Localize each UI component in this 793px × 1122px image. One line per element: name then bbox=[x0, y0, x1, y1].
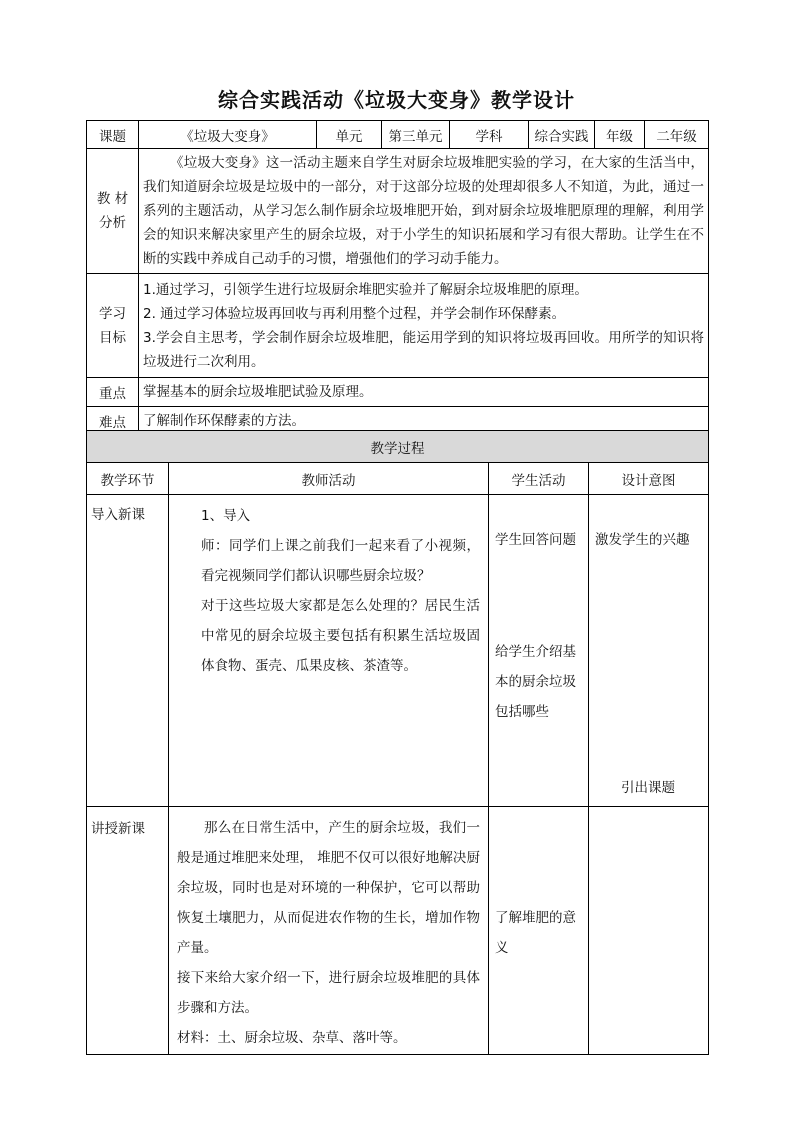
subject-label: 学科 bbox=[450, 121, 529, 149]
teacher-activity-line: 接下来给大家介绍一下，进行厨余垃圾堆肥的具体步骤和方法。 bbox=[177, 970, 480, 1016]
stage-label: 导入新课 bbox=[91, 507, 145, 523]
analysis-label-line-1: 教 材 bbox=[96, 191, 129, 207]
difficulty-label: 难点 bbox=[87, 407, 139, 436]
header-row bbox=[87, 121, 709, 149]
student-activity-cell bbox=[489, 807, 589, 1055]
teacher-activity-line: 1、导入 bbox=[201, 508, 251, 524]
stage-label: 讲授新课 bbox=[91, 821, 145, 837]
table-row bbox=[87, 495, 709, 807]
stage-cell bbox=[87, 807, 169, 1055]
student-activity-cell bbox=[489, 495, 589, 807]
teacher-activity-line: 材料：土、厨余垃圾、杂草、落叶等。 bbox=[177, 1030, 407, 1046]
teacher-activity-line: 师：同学们上课之前我们一起来看了小视频，看完视频同学们都认识哪些厨余垃圾？ bbox=[201, 538, 480, 584]
goals-row bbox=[87, 274, 709, 378]
intent-line: 激发学生的兴趣 bbox=[595, 532, 690, 548]
goal-item: 1.通过学习，引领学生进行垃圾厨余堆肥实验并了解厨余垃圾堆肥的原理。 bbox=[143, 281, 588, 298]
lesson-info-table bbox=[86, 120, 709, 436]
goal-item: 3.学会自主思考，学会制作厨余垃圾堆肥，能运用学到的知识将垃圾再回收。用所学的知识将垃圾进行二次利用。 bbox=[143, 329, 704, 370]
column-header-student: 学生活动 bbox=[489, 463, 589, 495]
student-activity-line: 给学生介绍基本的厨余垃圾包括哪些 bbox=[495, 644, 576, 720]
process-header-row bbox=[87, 463, 709, 495]
document-title: 综合实践活动《垃圾大变身》教学设计 bbox=[218, 88, 575, 112]
key-point-label: 重点 bbox=[87, 378, 139, 407]
course-value: 《垃圾大变身》 bbox=[139, 121, 317, 149]
column-header-teacher: 教师活动 bbox=[169, 463, 489, 495]
goals-label-line-1: 学习 bbox=[99, 305, 126, 322]
teaching-process-table bbox=[86, 430, 709, 1055]
goals-label-line-2: 目标 bbox=[99, 329, 126, 346]
analysis-label-line-2: 分析 bbox=[99, 215, 126, 231]
grade-label: 年级 bbox=[595, 121, 645, 149]
teacher-activity-line: 那么在日常生活中，产生的厨余垃圾，我们一般是通过堆肥来处理， 堆肥不仅可以很好地解决厨余垃圾，同时也是对环境的一种保护，它可以帮助恢复土壤肥力，从而促进农作物的生长，增加作物产量。 bbox=[177, 820, 480, 956]
goals-list bbox=[139, 274, 709, 378]
intent-cell bbox=[589, 807, 709, 1055]
analysis-row bbox=[87, 149, 709, 274]
student-activity-line: 学生回答问题 bbox=[495, 532, 576, 548]
grade-value: 二年级 bbox=[645, 121, 709, 149]
unit-label: 单元 bbox=[317, 121, 382, 149]
course-label: 课题 bbox=[87, 121, 139, 149]
goals-label bbox=[87, 274, 139, 378]
goal-item: 2. 通过学习体验垃圾再回收与再利用整个过程，并学会制作环保酵素。 bbox=[143, 305, 566, 322]
table-row bbox=[87, 807, 709, 1055]
key-point-row bbox=[87, 378, 709, 407]
teacher-activity-cell bbox=[169, 495, 489, 807]
column-header-stage: 教学环节 bbox=[87, 463, 169, 495]
student-activity-line: 了解堆肥的意义 bbox=[495, 910, 576, 956]
process-title-row bbox=[87, 431, 709, 463]
teacher-activity-cell bbox=[169, 807, 489, 1055]
difficulty-text: 了解制作环保酵素的方法。 bbox=[139, 407, 709, 436]
intent-cell bbox=[589, 495, 709, 807]
key-point-text: 掌握基本的厨余垃圾堆肥试验及原理。 bbox=[139, 378, 709, 407]
analysis-label bbox=[87, 149, 139, 274]
teacher-activity-line: 对于这些垃圾大家都是怎么处理的？居民生活中常见的厨余垃圾主要包括有积累生活垃圾固体食物、蛋壳、瓜果皮核、茶渣等。 bbox=[201, 598, 480, 674]
process-title: 教学过程 bbox=[87, 431, 709, 463]
analysis-text: 《垃圾大变身》这一活动主题来自学生对厨余垃圾堆肥实验的学习，在大家的生活当中，我们知道厨余垃圾是垃圾中的一部分，对于这部分垃圾的处理却很多人不知道，为此，通过一系列的主题活动，从学习怎么制作厨余垃圾堆肥开始，到对厨余垃圾堆肥原理的理解，利用学会的知识来解决家里产生的厨余垃圾，对于小学生的知识拓展和学习有很大帮助。让学生在不断的实践中养成自己动手的习惯，增强他们的学习动手能力。 bbox=[139, 149, 709, 274]
unit-value: 第三单元 bbox=[382, 121, 450, 149]
stage-cell bbox=[87, 495, 169, 807]
intent-line: 引出课题 bbox=[621, 780, 675, 796]
subject-value: 综合实践 bbox=[529, 121, 595, 149]
column-header-intent: 设计意图 bbox=[589, 463, 709, 495]
